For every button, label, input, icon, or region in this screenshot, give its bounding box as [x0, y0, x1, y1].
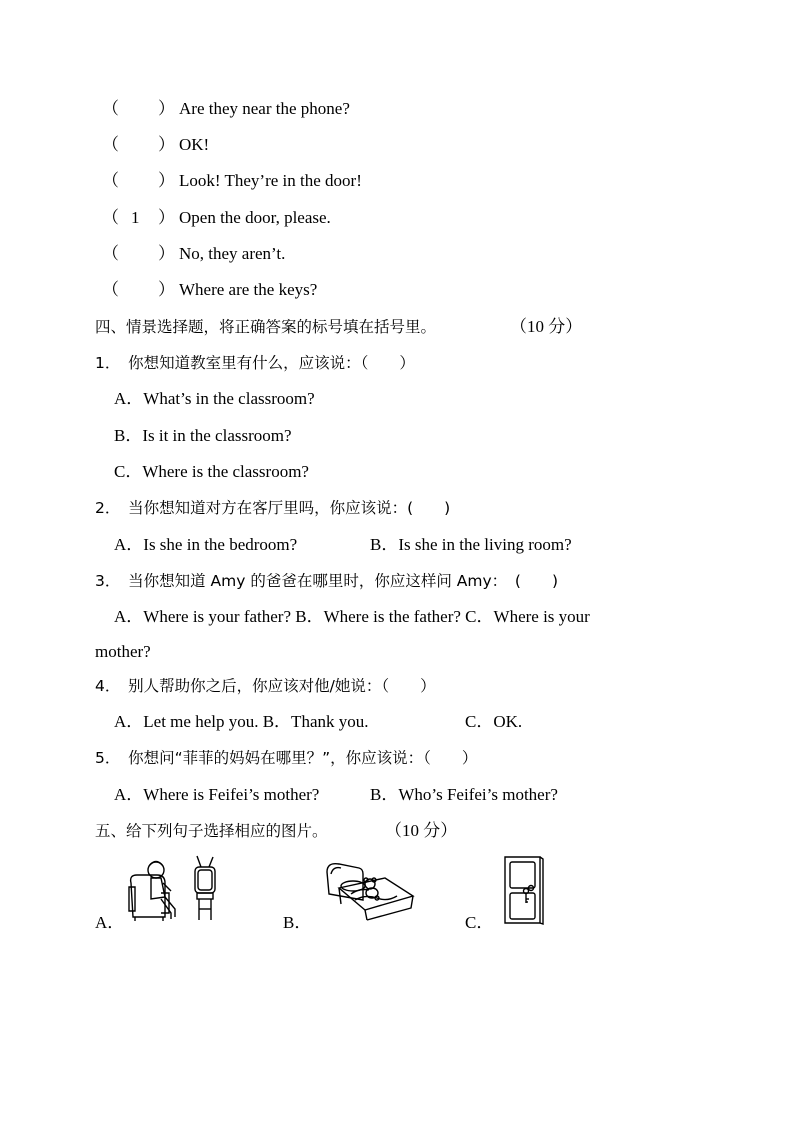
q2-option-b: B．Is she in the living room? — [370, 535, 572, 554]
answer-paren-close: ） — [158, 135, 175, 154]
answer-paren[interactable]: （ — [102, 280, 119, 299]
answer-paren[interactable]: （ — [102, 99, 119, 118]
q3-options-wrap: mother? — [95, 642, 151, 661]
q1-option-a: A．What’s in the classroom? — [114, 389, 315, 408]
dialogue-line: OK! — [179, 135, 210, 154]
answer-paren-close: ） — [158, 208, 175, 227]
q5-option-b: B．Who’s Feifei’s mother? — [370, 785, 558, 804]
answer-number: 1 — [131, 208, 140, 227]
q2-stem: 2． 当你想知道对方在客厅里吗，你应该说：( ) — [95, 499, 451, 517]
q2-option-a: A．Is she in the bedroom? — [114, 535, 298, 554]
dialogue-line: Where are the keys? — [179, 280, 318, 299]
answer-paren-close: ） — [158, 99, 175, 118]
door-picture[interactable] — [502, 855, 544, 925]
q1-stem: 1． 你想知道教室里有什么，应该说：（ ） — [95, 354, 415, 372]
answer-paren[interactable]: （ — [102, 244, 119, 263]
q1-option-c: C．Where is the classroom? — [114, 462, 309, 481]
picture-label-b: B． — [283, 913, 312, 932]
answer-paren[interactable]: （ — [102, 135, 119, 154]
picture-label-c: C． — [465, 913, 494, 932]
q4-option-c: C．OK. — [465, 712, 523, 731]
dialogue-line: Look! They’re in the door! — [179, 171, 362, 190]
answer-paren-close: ） — [158, 244, 175, 263]
answer-paren[interactable]: （ — [102, 171, 119, 190]
q3-options: A．Where is your father? B．Where is the father? C．Where is your — [114, 607, 590, 626]
section4-heading: 四、情景选择题，将正确答案的标号填在括号里。 — [95, 318, 437, 336]
q4-stem: 4． 别人帮助你之后，你应该对他/她说：（ ） — [95, 677, 436, 695]
answer-paren-close: ） — [158, 171, 175, 190]
answer-paren[interactable]: （ — [102, 208, 119, 227]
picture-label-a: A． — [95, 913, 125, 932]
dialogue-line: Are they near the phone? — [179, 99, 350, 118]
answer-paren-close: ） — [158, 280, 175, 299]
section5-heading: 五、给下列句子选择相应的图片。 — [95, 822, 328, 840]
q1-option-b: B．Is it in the classroom? — [114, 426, 292, 445]
bed-picture[interactable] — [325, 860, 415, 922]
q5-stem: 5． 你想问“菲菲的妈妈在哪里？”，你应该说：（ ） — [95, 749, 478, 767]
dialogue-line: Open the door, please. — [179, 208, 331, 227]
q3-stem: 3． 当你想知道 Amy 的爸爸在哪里时，你应这样问 Amy： ( ) — [95, 572, 558, 590]
section5-score: （10 分） — [385, 821, 458, 840]
section4-score: （10 分） — [510, 317, 583, 336]
dialogue-line: No, they aren’t. — [179, 244, 286, 263]
tv-watching-picture[interactable] — [125, 853, 220, 923]
q5-option-a: A．Where is Feifei’s mother? — [114, 785, 320, 804]
q4-option-ab: A．Let me help you. B．Thank you. — [114, 712, 369, 731]
